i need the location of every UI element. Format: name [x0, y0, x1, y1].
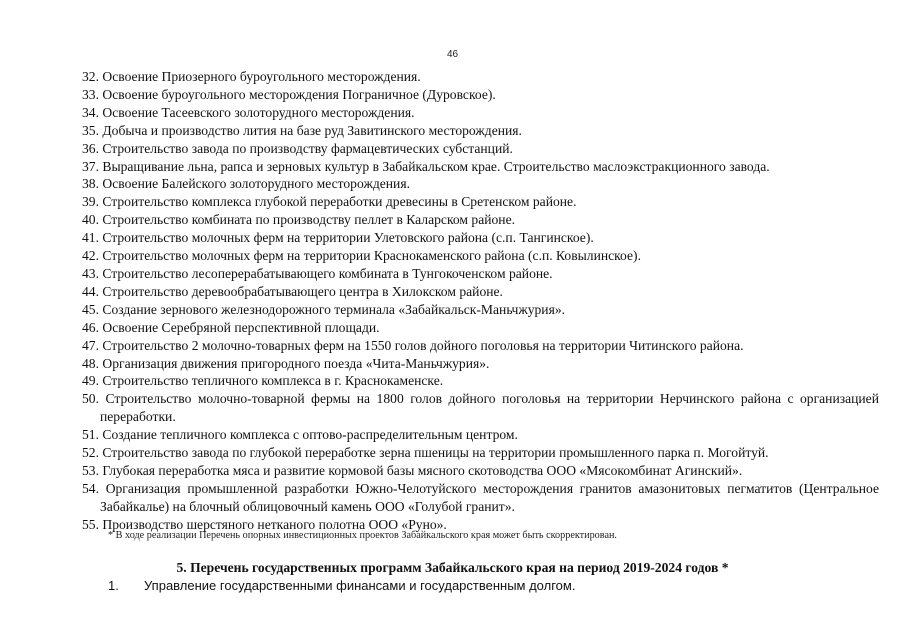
list-item: 36. Строительство завода по производству фармацевтических субстанций.	[82, 140, 513, 156]
list-item: 42. Строительство молочных ферм на территории Краснокаменского района (с.п. Ковылинское).	[82, 248, 641, 264]
list-item: 44. Строительство деревообрабатывающего центра в Хилокском районе.	[82, 283, 503, 299]
page-number: 46	[446, 49, 459, 60]
list-item: 48. Организация движения пригородного поезда «Чита-Маньчжурия».	[82, 355, 490, 371]
list-item: 34. Освоение Тасеевского золоторудного месторождения.	[82, 104, 415, 120]
list-item: 51. Создание тепличного комплекса с оптово-распределительным центром.	[82, 427, 518, 443]
list-item: 46. Освоение Серебряной перспективной площади.	[82, 319, 380, 335]
list-item: 55. Производство шерстяного нетканого полотна ООО «Руно».	[82, 516, 447, 532]
list-item: 32. Освоение Приозерного буроугольного месторождения.	[82, 69, 421, 84]
list-item: 52. Строительство завода по глубокой переработке зерна пшеницы на территории промышленного парка п. Могойтуй.	[82, 445, 769, 461]
list-item: 49. Строительство тепличного комплекса в г. Краснокаменске.	[82, 373, 444, 389]
list-item: 50. Строительство молочно-товарной фермы на 1800 голов дойного поголовья на территории Нерчинского района с организацией переработки.	[82, 391, 879, 425]
project-list	[82, 68, 879, 534]
section-title: 5. Перечень государственных программ Забайкальского края на период 2019-2024 годов *	[176, 560, 729, 575]
footnote: * В ходе реализации Перечень опорных инвестиционных проектов Забайкальского края может быть скорректирован.	[108, 530, 617, 541]
list-item: 40. Строительство комбината по производству пеллет в Каларском районе.	[82, 212, 516, 228]
list-item: 45. Создание зернового железнодорожного терминала «Забайкальск-Маньчжурия».	[82, 301, 566, 317]
program-row	[108, 578, 868, 593]
list-item: 53. Глубокая переработка мяса и развитие кормовой базы мясного скотоводства ООО «Мясокомбинат Агинский».	[82, 462, 743, 478]
list-item: 38. Освоение Балейского золоторудного месторождения.	[82, 176, 410, 192]
list-item: 54. Организация промышленной разработки Южно-Челотуйского месторождения гранитов амазонитовых пегматитов (Центральное Забайкалье) на блочный облицовочный камень ООО «Голубой гранит».	[82, 480, 879, 514]
list-item: 43. Строительство лесоперерабатывающего комбината в Тунгокоченском районе.	[82, 265, 553, 281]
list-item: 35. Добыча и производство лития на базе руд Завитинского месторождения.	[82, 122, 522, 138]
list-item: 47. Строительство 2 молочно-товарных ферм на 1550 голов дойного поголовья на территории Читинского района.	[82, 337, 744, 353]
list-item: 41. Строительство молочных ферм на территории Улетовского района (с.п. Тангинское).	[82, 230, 594, 246]
program-number: 1.	[108, 578, 119, 593]
list-item: 39. Строительство комплекса глубокой переработки древесины в Сретенском районе.	[82, 194, 577, 210]
program-text: Управление государственными финансами и государственным долгом.	[144, 578, 576, 593]
list-item: 33. Освоение буроугольного месторождения Пограничное (Дуровское).	[82, 86, 496, 102]
list-item: 37. Выращивание льна, рапса и зерновых культур в Забайкальском крае. Строительство маслоэкстракционного завода.	[82, 158, 770, 174]
